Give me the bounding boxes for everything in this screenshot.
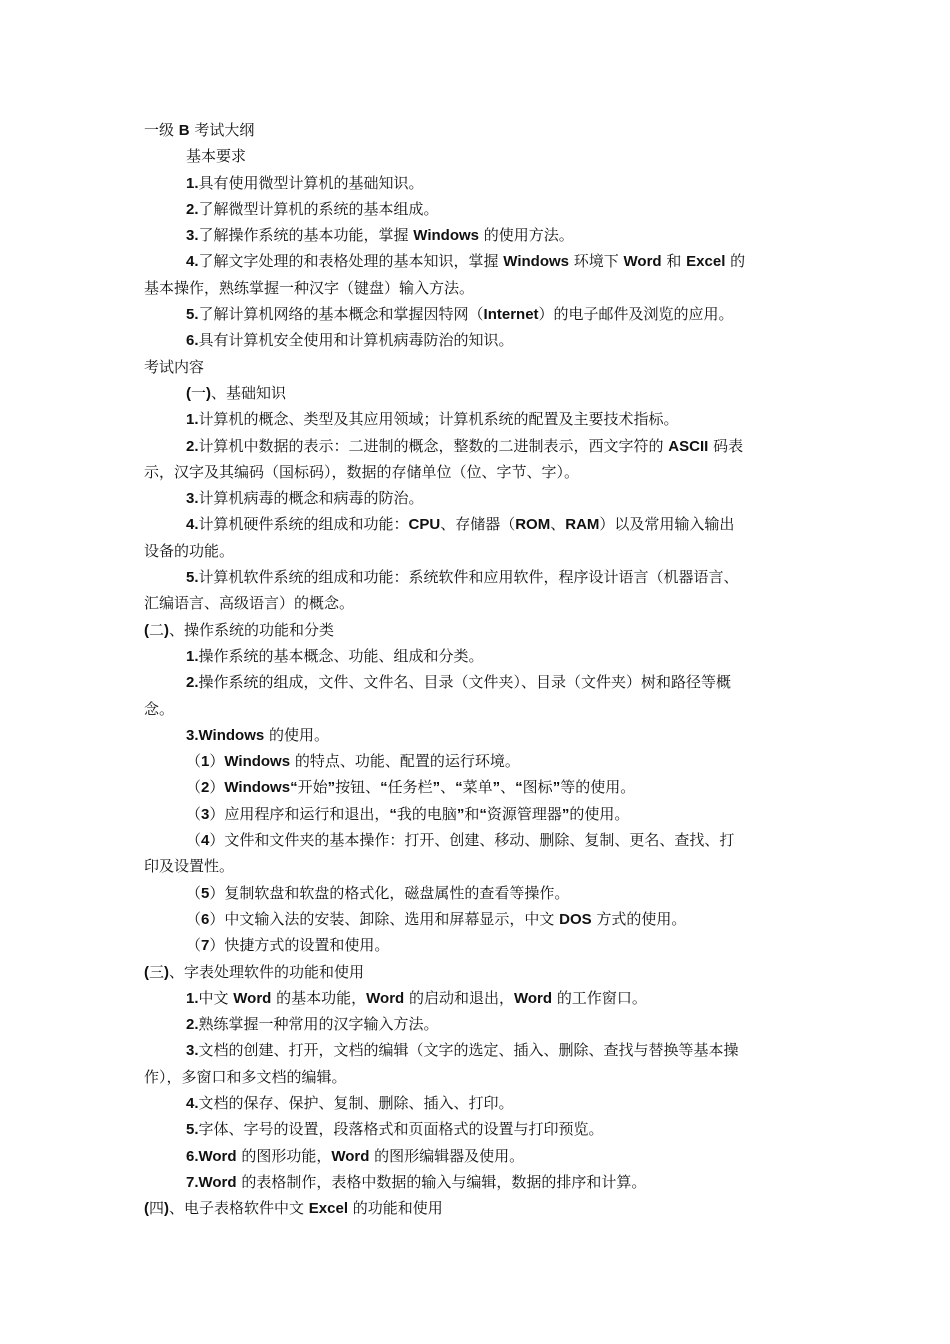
text-line: （4）文件和文件夹的基本操作：打开、创建、移动、删除、复制、更名、查找、打 — [186, 831, 735, 850]
text-line: 1.操作系统的基本概念、功能、组成和分类。 — [186, 646, 484, 665]
text-line: 2.计算机中数据的表示：二进制的概念，整数的二进制表示，西文字符的 ASCII 码表 — [186, 436, 744, 455]
text-line: 4.计算机硬件系统的组成和功能：CPU、存储器（ROM、RAM）以及常用输入输出 — [186, 515, 735, 534]
text-line: 汇编语言、高级语言）的概念。 — [144, 594, 355, 613]
text-line: 1.中文 Word 的基本功能，Word 的启动和退出，Word 的工作窗口。 — [186, 988, 647, 1007]
text-line: （5）复制软盘和软盘的格式化，磁盘属性的查看等操作。 — [186, 883, 570, 902]
text-line: 6.Word 的图形功能，Word 的图形编辑器及使用。 — [186, 1146, 525, 1165]
text-line: (四)、电子表格软件中文 Excel 的功能和使用 — [144, 1199, 443, 1218]
text-line: 一级 B 考试大纲 — [144, 121, 255, 139]
text-line: (二)、操作系统的功能和分类 — [144, 620, 335, 639]
text-line: 念。 — [144, 699, 175, 718]
text-line: 4.文档的保存、保护、复制、删除、插入、打印。 — [186, 1093, 514, 1112]
text-line: 5.了解计算机网络的基本概念和掌握因特网（Internet）的电子邮件及浏览的应用。 — [186, 305, 734, 324]
text-line: (一)、基础知识 — [186, 383, 287, 402]
text-line: （2）Windows“开始”按钮、“任务栏”、“菜单”、“图标”等的使用。 — [186, 778, 636, 797]
text-line: 4.了解文字处理的和表格处理的基本知识，掌握 Windows 环境下 Word 和 Excel 的 — [186, 252, 746, 271]
text-line: 印及设置性。 — [144, 857, 235, 876]
text-line: （1）Windows 的特点、功能、配置的运行环境。 — [186, 752, 520, 771]
text-line: 2.熟练掌握一种常用的汉字输入方法。 — [186, 1015, 439, 1034]
text-line: 1.计算机的概念、类型及其应用领域；计算机系统的配置及主要技术指标。 — [186, 410, 679, 429]
text-line: 1.具有使用微型计算机的基础知识。 — [186, 173, 424, 192]
text-line: （3）应用程序和运行和退出，“我的电脑”和“资源管理器”的使用。 — [186, 804, 630, 823]
text-line: 基本操作，熟练掌握一种汉字（键盘）输入方法。 — [144, 278, 475, 297]
text-line: 7.Word 的表格制作，表格中数据的输入与编辑，数据的排序和计算。 — [186, 1172, 647, 1191]
text-line: 3.文档的创建、打开，文档的编辑（文字的选定、插入、删除、查找与替换等基本操 — [186, 1041, 739, 1060]
text-line: 2.操作系统的组成，文件、文件名、目录（文件夹）、目录（文件夹）树和路径等概 — [186, 673, 732, 692]
text-line: （7）快捷方式的设置和使用。 — [186, 936, 390, 955]
text-line: 作），多窗口和多文档的编辑。 — [144, 1067, 347, 1086]
text-line: 5.字体、字号的设置，段落格式和页面格式的设置与打印预览。 — [186, 1120, 604, 1139]
text-line: 示，汉字及其编码（国标码），数据的存储单位（位、字节、字）。 — [144, 462, 580, 481]
text-line: 5.计算机软件系统的组成和功能：系统软件和应用软件，程序设计语言（机器语言、 — [186, 568, 739, 587]
text-line: 考试内容 — [144, 357, 205, 376]
text-line: 3.计算机病毒的概念和病毒的防治。 — [186, 489, 424, 508]
document-body — [0, 117, 950, 1221]
text-line: 6.具有计算机安全使用和计算机病毒防治的知识。 — [186, 331, 514, 350]
text-line: 基本要求 — [186, 147, 247, 166]
text-line: 3.了解操作系统的基本功能，掌握 Windows 的使用方法。 — [186, 226, 574, 245]
text-line: （6）中文输入法的安装、卸除、选用和屏幕显示，中文 DOS 方式的使用。 — [186, 909, 687, 928]
text-line: (三)、字表处理软件的功能和使用 — [144, 962, 365, 981]
text-line: 3.Windows 的使用。 — [186, 725, 329, 744]
text-line: 设备的功能。 — [144, 541, 235, 560]
text-line: 2.了解微型计算机的系统的基本组成。 — [186, 199, 439, 218]
